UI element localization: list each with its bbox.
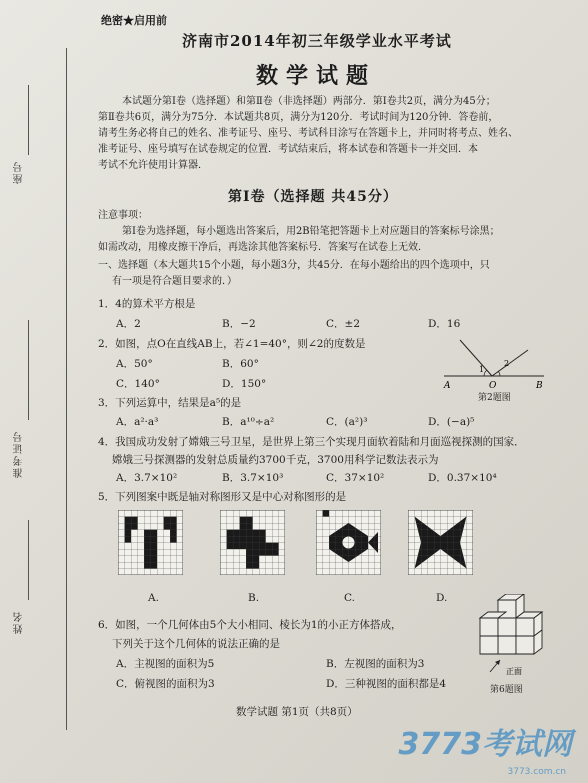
option-2a: A．50° — [116, 358, 153, 370]
name-label: 姓名 — [14, 610, 25, 634]
notes-line: 如需改动，用橡皮擦干净后，再选涂其他答案标号．答案写在试卷上无效． — [98, 242, 428, 253]
figure-6-cubes — [462, 594, 558, 680]
angle-1-label: 1 — [479, 365, 485, 374]
figure-6-caption: 第6题图 — [490, 685, 523, 695]
angle-2-label: 2 — [504, 359, 510, 368]
ticket-blank — [28, 320, 29, 420]
option-3b: B．a¹⁰÷a² — [222, 416, 275, 428]
option-5a: A. — [148, 592, 159, 604]
option-3d: D．(−a)⁵ — [428, 416, 475, 428]
option-5c: C. — [344, 592, 355, 604]
label-o: O — [489, 381, 497, 391]
page-footer: 数学试题 第1页（共8页） — [236, 706, 358, 718]
option-6b: B．左视图的面积为3 — [326, 658, 425, 670]
subject-title: 数学试题 — [256, 63, 377, 89]
option-5b: B. — [248, 592, 260, 604]
option-6a: A．主视图的面积为5 — [116, 658, 215, 670]
intro-line: 本试题分第Ⅰ卷（选择题）和第Ⅱ卷（非选择题）两部分．第Ⅰ卷共2页，满分为45分； — [122, 96, 496, 107]
intro-line: 第Ⅱ卷共6页，满分为75分．本试题共8页，满分为120分．考试时间为120分钟．答卷前， — [98, 112, 499, 123]
question-6-line2: 下列关于这个几何体的说法正确的是 — [112, 638, 280, 650]
option-1b: B．−2 — [222, 318, 256, 330]
option-4c: C．37×10² — [326, 472, 385, 484]
option-3a: A．a²·a³ — [116, 416, 159, 428]
option-2d: D．150° — [222, 378, 267, 390]
question-3: 3．下列运算中，结果是a⁵的是 — [98, 397, 242, 409]
pattern-c — [316, 510, 381, 575]
option-4b: B．3.7×10³ — [222, 472, 284, 484]
notes-line: 第Ⅰ卷为选择题，每小题选出答案后，用2B铅笔把答题卡上对应题目的答案标号涂黑； — [122, 226, 500, 237]
option-2b: B．60° — [222, 358, 259, 370]
section-title: 第Ⅰ卷（选择题 共45分） — [228, 189, 398, 205]
label-a: A — [444, 381, 451, 391]
question-4: 4．我国成功发射了嫦娥三号卫星，是世界上第三个实现月面软着陆和月面巡视探测的国家． — [98, 436, 525, 448]
part1-line: 有一项是符合题目要求的．） — [112, 276, 237, 287]
name-blank — [28, 520, 29, 600]
watermark-brand: 3773考试网 — [398, 727, 572, 762]
intro-line: 考试不允许使用计算器． — [98, 160, 208, 171]
pattern-b — [220, 510, 285, 575]
option-2c: C．140° — [116, 378, 160, 390]
option-6d: D．三种视图的面积都是4 — [326, 678, 447, 690]
option-3c: C．(a²)³ — [326, 416, 368, 428]
watermark-url: 3773.com.cn — [507, 767, 566, 777]
seat-label: 座号 — [14, 160, 25, 184]
question-5: 5．下列图案中既是轴对称图形又是中心对称图形的是 — [98, 491, 347, 503]
notes-heading: 注意事项： — [98, 210, 148, 221]
intro-line: 准考证号、座号填写在试卷规定的位置．考试结束后，将本试卷和答题卡一并交回．本 — [98, 144, 478, 155]
question-1: 1．4的算术平方根是 — [98, 298, 196, 310]
option-4a: A．3.7×10² — [116, 472, 178, 484]
front-arrow-label: 正面 — [506, 667, 522, 676]
part1-line: 一、选择题（本大题共15个小题，每小题3分，共45分．在每小题给出的四个选项中，只 — [98, 260, 490, 271]
option-6c: C．俯视图的面积为3 — [116, 678, 215, 690]
binding-line — [66, 48, 67, 730]
figure-2-caption: 第2题图 — [478, 393, 511, 403]
question-4-line2: 嫦娥三号探测器的发射总质量约3700千克，3700用科学记数法表示为 — [112, 454, 439, 466]
option-1a: A．2 — [116, 318, 141, 330]
question-6: 6．如图，一个几何体由5个大小相同、棱长为1的小正方体搭成， — [98, 619, 402, 631]
option-1d: D．16 — [428, 318, 461, 330]
pattern-a — [118, 510, 183, 575]
seat-blank — [28, 85, 29, 155]
exam-title: 济南市2014年初三年级学业水平考试 — [182, 32, 452, 50]
intro-line: 请考生务必将自己的姓名、准考证号、座号、考试科目涂写在答题卡上，并同时将考点、姓名、 — [98, 128, 518, 139]
option-5d: D. — [436, 592, 448, 604]
pattern-d — [408, 510, 473, 575]
secret-label: 绝密★启用前 — [101, 14, 167, 27]
ticket-label: 准考证号 — [14, 430, 25, 478]
option-4d: D．0.37×10⁴ — [428, 472, 497, 484]
label-b: B — [536, 381, 543, 391]
option-1c: C．±2 — [326, 318, 361, 330]
question-2: 2．如图，点O在直线AB上，若∠1=40°，则∠2的度数是 — [98, 338, 366, 350]
